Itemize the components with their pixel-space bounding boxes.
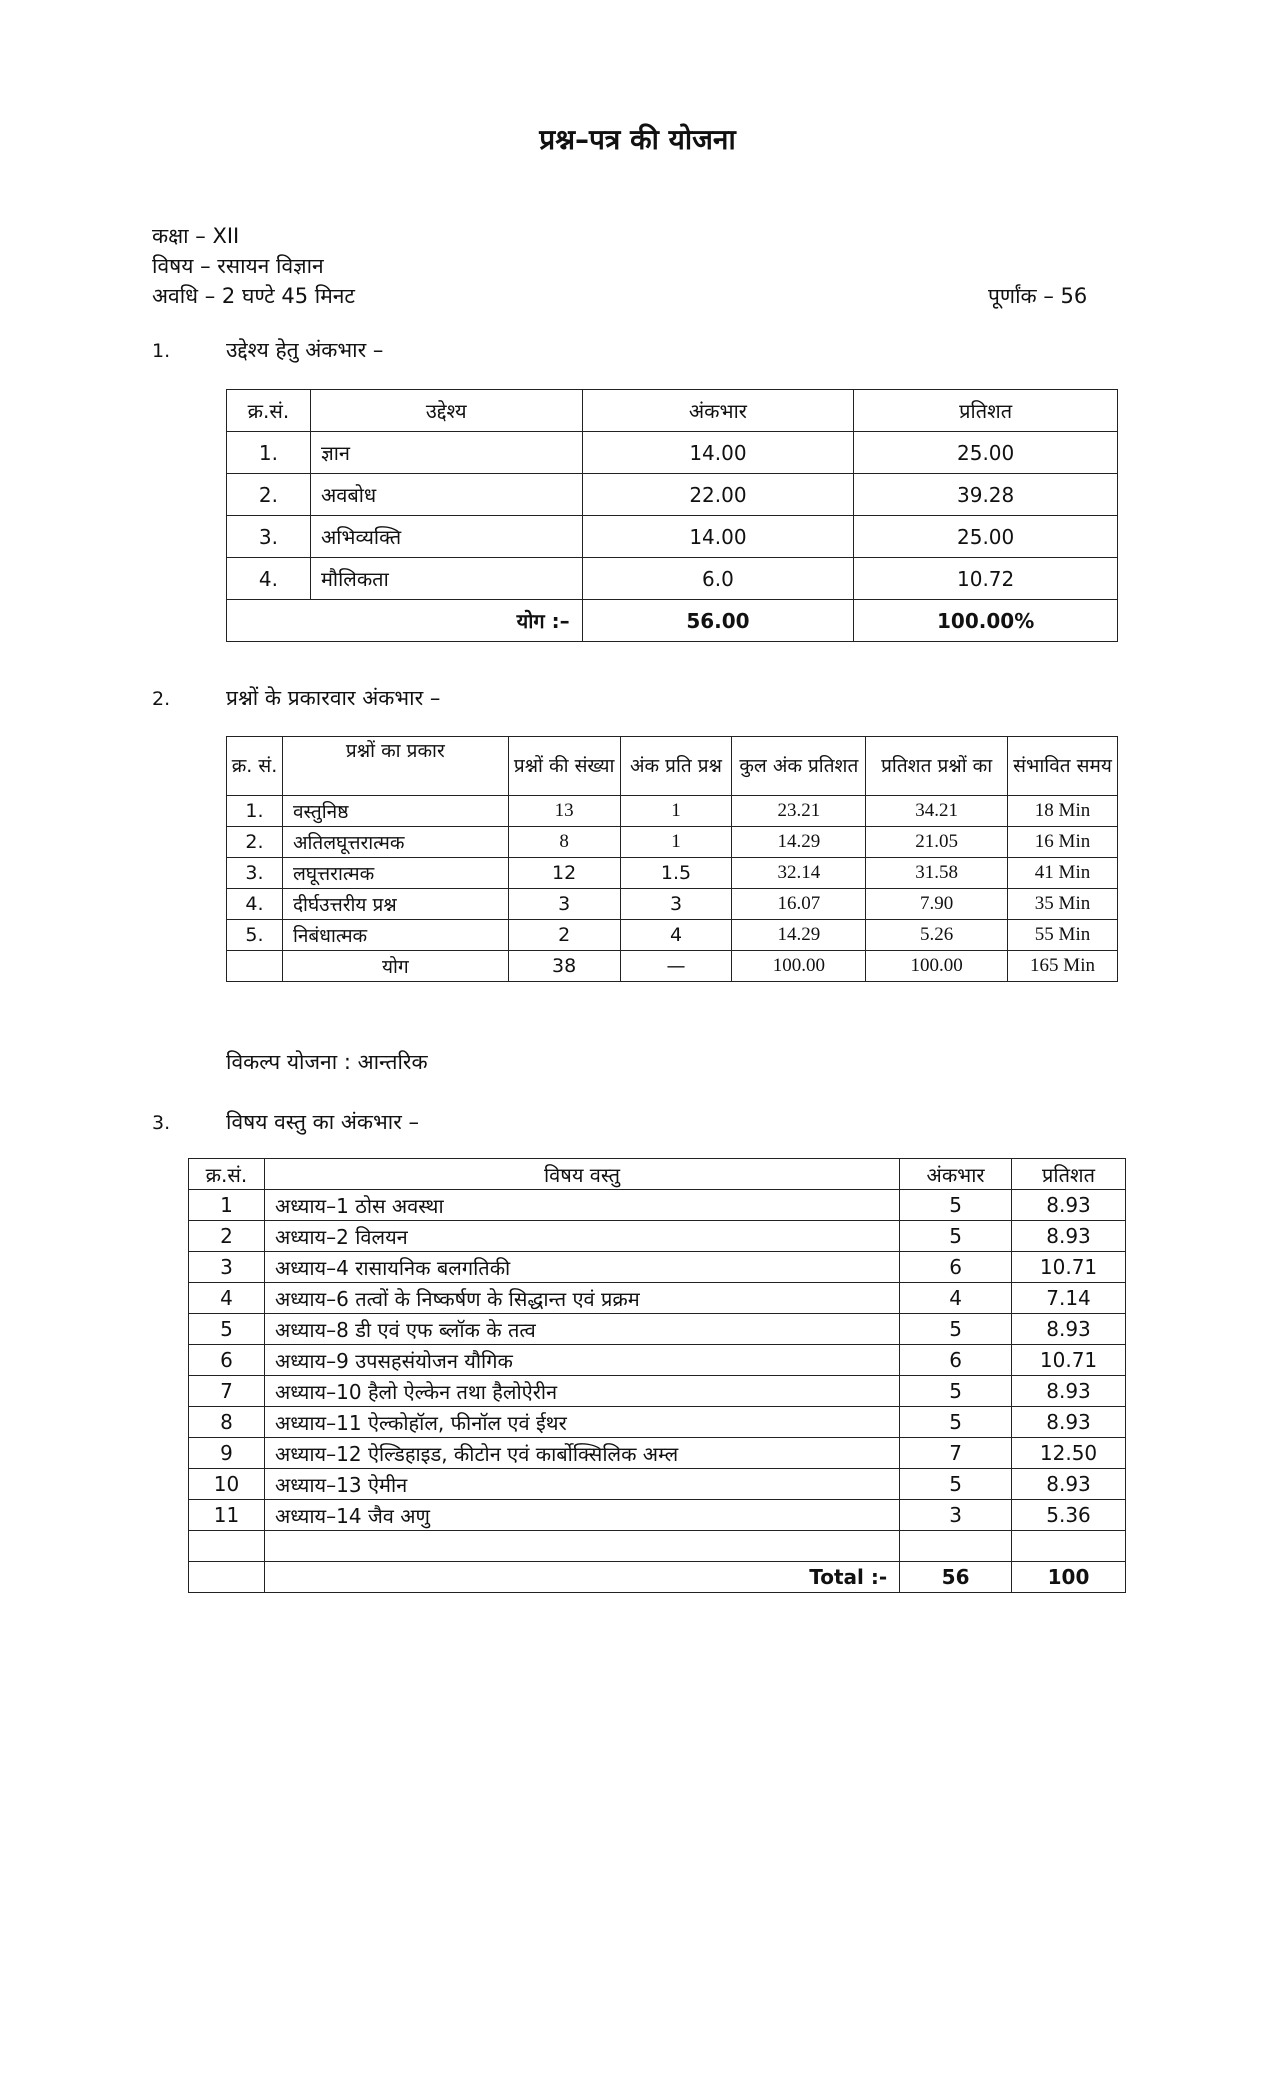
marks-cell: 5 xyxy=(900,1376,1012,1407)
serial-cell: 2 xyxy=(189,1221,265,1252)
time-cell: 35 Min xyxy=(1008,889,1118,920)
header-cell: प्रश्नों का प्रकार xyxy=(282,737,508,796)
serial-cell: 8 xyxy=(189,1407,265,1438)
option-plan: विकल्प योजना : आन्तरिक xyxy=(226,1050,428,1074)
serial-cell: 9 xyxy=(189,1438,265,1469)
empty-cell xyxy=(189,1531,265,1562)
marks-cell: 5 xyxy=(900,1190,1012,1221)
total-percent-cell: 32.14 xyxy=(732,858,866,889)
table-row xyxy=(189,1438,1126,1469)
total-percent: 100.00% xyxy=(854,600,1118,642)
question-percent-cell: 7.90 xyxy=(866,889,1008,920)
empty-cell xyxy=(264,1531,899,1562)
duration-label: अवधि – 2 घण्टे 45 मिनट xyxy=(152,284,356,308)
serial-cell: 3. xyxy=(227,858,283,889)
total-percent-cell: 16.07 xyxy=(732,889,866,920)
empty-cell xyxy=(1012,1531,1126,1562)
marks-cell: 6 xyxy=(900,1252,1012,1283)
header-cell: कुल अंक प्रतिशत xyxy=(732,737,866,796)
empty-cell xyxy=(900,1531,1012,1562)
question-type-cell: लघूत्तरात्मक xyxy=(282,858,508,889)
table-header-row xyxy=(189,1159,1126,1190)
question-type-cell: निबंधात्मक xyxy=(282,920,508,951)
header-cell: अंक प्रति प्रश्न xyxy=(620,737,732,796)
total-label: योग :– xyxy=(227,600,583,642)
chapter-cell: अध्याय–4 रासायनिक बलगतिकी xyxy=(264,1252,899,1283)
table-row xyxy=(227,858,1118,889)
percent-cell: 8.93 xyxy=(1012,1190,1126,1221)
question-type-cell: दीर्घउत्तरीय प्रश्न xyxy=(282,889,508,920)
section-1-number: 1. xyxy=(152,340,171,362)
section-3-number: 3. xyxy=(152,1112,171,1134)
header-cell: संभावित समय xyxy=(1008,737,1118,796)
total-percent-cell: 23.21 xyxy=(732,796,866,827)
count-cell: 2 xyxy=(508,920,620,951)
serial-cell: 5. xyxy=(227,920,283,951)
objective-cell: अभिव्यक्ति xyxy=(310,516,582,558)
serial-cell: 10 xyxy=(189,1469,265,1500)
marks-cell: 6.0 xyxy=(582,558,854,600)
table-row xyxy=(227,889,1118,920)
question-type-cell: अतिलघूत्तरात्मक xyxy=(282,827,508,858)
header-cell: प्रतिशत xyxy=(1012,1159,1126,1190)
marks-cell: 3 xyxy=(900,1500,1012,1531)
table-row xyxy=(189,1221,1126,1252)
content-weightage-table xyxy=(188,1158,1126,1593)
total-row xyxy=(227,951,1118,982)
chapter-cell: अध्याय–13 ऐमीन xyxy=(264,1469,899,1500)
serial-cell: 4 xyxy=(189,1283,265,1314)
serial-cell: 6 xyxy=(189,1345,265,1376)
table-row xyxy=(189,1190,1126,1221)
total-percent: 100 xyxy=(1012,1562,1126,1593)
table-row xyxy=(227,516,1118,558)
serial-cell: 7 xyxy=(189,1376,265,1407)
serial-cell: 5 xyxy=(189,1314,265,1345)
percent-cell: 25.00 xyxy=(854,516,1118,558)
full-marks-label: पूर्णांक – 56 xyxy=(988,284,1088,308)
percent-cell: 10.72 xyxy=(854,558,1118,600)
total-percent-cell: 14.29 xyxy=(732,920,866,951)
serial-cell: 1. xyxy=(227,796,283,827)
total-percent: 100.00 xyxy=(732,951,866,982)
total-percent-cell: 14.29 xyxy=(732,827,866,858)
table-row xyxy=(227,796,1118,827)
table-row xyxy=(227,474,1118,516)
table-row xyxy=(227,432,1118,474)
marks-per-question-cell: 1 xyxy=(620,827,732,858)
marks-cell: 6 xyxy=(900,1345,1012,1376)
table-row xyxy=(189,1345,1126,1376)
table-row xyxy=(189,1469,1126,1500)
table-row xyxy=(189,1500,1126,1531)
total-marks: 56.00 xyxy=(582,600,854,642)
question-percent-cell: 21.05 xyxy=(866,827,1008,858)
marks-per-question-cell: 1.5 xyxy=(620,858,732,889)
header-cell: प्रश्नों की संख्या xyxy=(508,737,620,796)
header-cell: क्र.सं. xyxy=(227,390,311,432)
count-cell: 3 xyxy=(508,889,620,920)
marks-cell: 5 xyxy=(900,1407,1012,1438)
time-cell: 16 Min xyxy=(1008,827,1118,858)
question-percent-cell: 5.26 xyxy=(866,920,1008,951)
table-row xyxy=(227,558,1118,600)
serial-cell: 1. xyxy=(227,432,311,474)
marks-cell: 7 xyxy=(900,1438,1012,1469)
section-2-title: प्रश्नों के प्रकारवार अंकभार – xyxy=(226,686,441,710)
total-label: Total :- xyxy=(264,1562,899,1593)
objective-cell: अवबोध xyxy=(310,474,582,516)
percent-cell: 8.93 xyxy=(1012,1376,1126,1407)
count-cell: 13 xyxy=(508,796,620,827)
chapter-cell: अध्याय–9 उपसहसंयोजन यौगिक xyxy=(264,1345,899,1376)
header-cell: अंकभार xyxy=(900,1159,1012,1190)
total-marks: 56 xyxy=(900,1562,1012,1593)
table-header-row xyxy=(227,390,1118,432)
marks-per-question-cell: 3 xyxy=(620,889,732,920)
page-title: प्रश्न–पत्र की योजना xyxy=(539,123,736,156)
marks-cell: 5 xyxy=(900,1469,1012,1500)
serial-cell: 4. xyxy=(227,889,283,920)
objective-cell: ज्ञान xyxy=(310,432,582,474)
header-cell: अंकभार xyxy=(582,390,854,432)
empty-cell xyxy=(189,1562,265,1593)
percent-cell: 8.93 xyxy=(1012,1221,1126,1252)
serial-cell: 1 xyxy=(189,1190,265,1221)
total-row xyxy=(189,1562,1126,1593)
chapter-cell: अध्याय–11 ऐल्कोहॉल, फीनॉल एवं ईथर xyxy=(264,1407,899,1438)
serial-cell: 11 xyxy=(189,1500,265,1531)
marks-per-question-cell: 1 xyxy=(620,796,732,827)
marks-per-question-cell: 4 xyxy=(620,920,732,951)
class-label: कक्षा – XII xyxy=(152,224,240,248)
header-cell: प्रतिशत xyxy=(854,390,1118,432)
question-percent-cell: 31.58 xyxy=(866,858,1008,889)
percent-cell: 25.00 xyxy=(854,432,1118,474)
table-header-row xyxy=(227,737,1118,796)
serial-cell: 2. xyxy=(227,827,283,858)
total-count: 38 xyxy=(508,951,620,982)
chapter-cell: अध्याय–6 तत्वों के निष्कर्षण के सिद्धान्त एवं प्रक्रम xyxy=(264,1283,899,1314)
serial-cell xyxy=(227,951,283,982)
table-row xyxy=(227,920,1118,951)
percent-cell: 8.93 xyxy=(1012,1469,1126,1500)
question-percent-cell: 34.21 xyxy=(866,796,1008,827)
total-question-percent: 100.00 xyxy=(866,951,1008,982)
header-cell: क्र. सं. xyxy=(227,737,283,796)
chapter-cell: अध्याय–12 ऐल्डिहाइड, कीटोन एवं कार्बोक्सिलिक अम्ल xyxy=(264,1438,899,1469)
header-cell: उद्देश्य xyxy=(310,390,582,432)
section-1-title: उद्देश्य हेतु अंकभार – xyxy=(226,338,384,362)
total-time: 165 Min xyxy=(1008,951,1118,982)
percent-cell: 7.14 xyxy=(1012,1283,1126,1314)
header-cell: प्रतिशत प्रश्नों का xyxy=(866,737,1008,796)
serial-cell: 4. xyxy=(227,558,311,600)
marks-cell: 5 xyxy=(900,1314,1012,1345)
percent-cell: 10.71 xyxy=(1012,1252,1126,1283)
total-marks-per-question: — xyxy=(620,951,732,982)
objective-cell: मौलिकता xyxy=(310,558,582,600)
header-cell: विषय वस्तु xyxy=(264,1159,899,1190)
chapter-cell: अध्याय–2 विलयन xyxy=(264,1221,899,1252)
percent-cell: 39.28 xyxy=(854,474,1118,516)
count-cell: 8 xyxy=(508,827,620,858)
chapter-cell: अध्याय–10 हैलो ऐल्केन तथा हैलोऐरीन xyxy=(264,1376,899,1407)
table-row xyxy=(189,1283,1126,1314)
time-cell: 18 Min xyxy=(1008,796,1118,827)
table-row xyxy=(227,827,1118,858)
serial-cell: 3. xyxy=(227,516,311,558)
table-row xyxy=(189,1376,1126,1407)
marks-cell: 14.00 xyxy=(582,432,854,474)
percent-cell: 8.93 xyxy=(1012,1407,1126,1438)
percent-cell: 8.93 xyxy=(1012,1314,1126,1345)
table-row xyxy=(189,1314,1126,1345)
percent-cell: 12.50 xyxy=(1012,1438,1126,1469)
percent-cell: 10.71 xyxy=(1012,1345,1126,1376)
time-cell: 55 Min xyxy=(1008,920,1118,951)
subject-label: विषय – रसायन विज्ञान xyxy=(152,254,324,278)
objective-weightage-table xyxy=(226,389,1118,642)
chapter-cell: अध्याय–14 जैव अणु xyxy=(264,1500,899,1531)
question-type-cell: वस्तुनिष्ठ xyxy=(282,796,508,827)
table-row xyxy=(189,1252,1126,1283)
count-cell: 12 xyxy=(508,858,620,889)
serial-cell: 2. xyxy=(227,474,311,516)
question-type-table xyxy=(226,736,1118,982)
table-row xyxy=(189,1407,1126,1438)
marks-cell: 22.00 xyxy=(582,474,854,516)
marks-cell: 14.00 xyxy=(582,516,854,558)
section-2-number: 2. xyxy=(152,688,171,710)
time-cell: 41 Min xyxy=(1008,858,1118,889)
chapter-cell: अध्याय–8 डी एवं एफ ब्लॉक के तत्व xyxy=(264,1314,899,1345)
chapter-cell: अध्याय–1 ठोस अवस्था xyxy=(264,1190,899,1221)
section-3-title: विषय वस्तु का अंकभार – xyxy=(226,1110,419,1134)
serial-cell: 3 xyxy=(189,1252,265,1283)
marks-cell: 4 xyxy=(900,1283,1012,1314)
header-cell: क्र.सं. xyxy=(189,1159,265,1190)
marks-cell: 5 xyxy=(900,1221,1012,1252)
total-row xyxy=(227,600,1118,642)
total-label: योग xyxy=(282,951,508,982)
percent-cell: 5.36 xyxy=(1012,1500,1126,1531)
empty-row xyxy=(189,1531,1126,1562)
